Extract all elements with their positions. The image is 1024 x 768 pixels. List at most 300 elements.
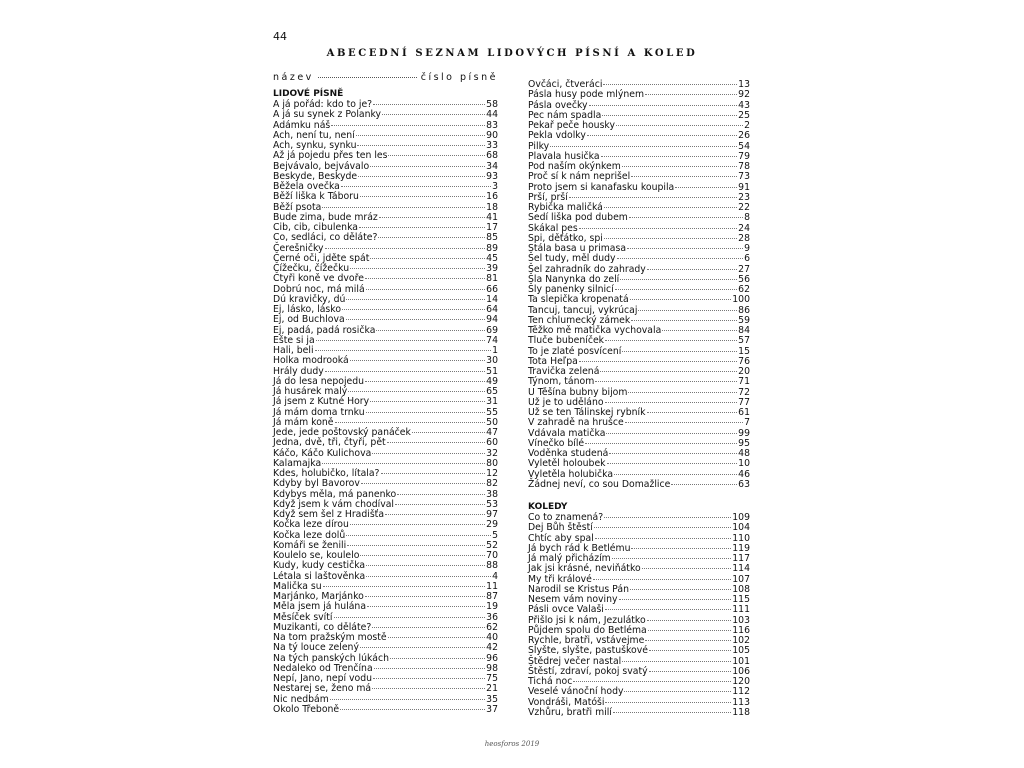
dot-leader bbox=[346, 299, 485, 300]
song-number: 71 bbox=[738, 376, 750, 388]
song-title: Vyletěla holubička bbox=[528, 468, 614, 480]
dot-leader bbox=[631, 320, 737, 321]
dot-leader bbox=[356, 135, 485, 136]
song-number: 17 bbox=[486, 222, 498, 234]
dot-leader bbox=[625, 422, 743, 423]
dot-leader bbox=[593, 579, 731, 580]
song-number: 110 bbox=[732, 532, 750, 544]
song-title: Čtyři koně ve dvoře bbox=[273, 273, 364, 285]
song-number: 52 bbox=[486, 539, 498, 551]
song-title: Půjdem spolu do Betléma bbox=[528, 624, 647, 636]
song-number: 60 bbox=[486, 437, 498, 449]
song-number: 23 bbox=[738, 191, 750, 203]
dot-leader bbox=[360, 555, 485, 556]
legend-leader bbox=[318, 77, 417, 78]
song-title: Běží psota bbox=[273, 201, 322, 213]
dot-leader bbox=[628, 392, 737, 393]
dot-leader bbox=[609, 453, 737, 454]
song-number: 45 bbox=[486, 252, 498, 264]
song-title: Ten chlumecký zámek bbox=[528, 314, 631, 326]
list-item bbox=[528, 336, 750, 346]
dot-leader bbox=[334, 617, 486, 618]
song-number: 75 bbox=[486, 673, 498, 685]
song-title: Muzikanti, co děláte? bbox=[273, 621, 372, 633]
song-number: 31 bbox=[486, 396, 498, 408]
song-number: 50 bbox=[486, 416, 498, 428]
song-title: Když jsem k vám chodíval bbox=[273, 498, 395, 510]
song-number: 44 bbox=[486, 109, 498, 121]
song-list-lidove bbox=[273, 100, 498, 715]
dot-leader bbox=[390, 658, 485, 659]
dot-leader bbox=[322, 463, 485, 464]
song-number: 12 bbox=[486, 468, 498, 480]
dot-leader bbox=[662, 330, 737, 331]
dot-leader bbox=[366, 289, 486, 290]
song-number: 102 bbox=[732, 635, 750, 647]
dot-leader bbox=[395, 504, 485, 505]
song-number: 25 bbox=[738, 109, 750, 121]
song-number: 27 bbox=[738, 263, 750, 275]
song-title: Tichá noc bbox=[528, 676, 573, 688]
dot-leader bbox=[315, 350, 492, 351]
song-number: 78 bbox=[738, 161, 750, 172]
dot-leader bbox=[595, 381, 737, 382]
dot-leader bbox=[331, 125, 485, 126]
dot-leader bbox=[350, 268, 485, 269]
song-title: Jedna, dvě, tři, čtyři, pět bbox=[273, 437, 386, 449]
dot-leader bbox=[615, 289, 737, 290]
list-item bbox=[528, 418, 750, 428]
song-title: To je zlaté posvícení bbox=[528, 345, 622, 357]
list-item bbox=[528, 172, 750, 182]
song-number: 113 bbox=[732, 696, 750, 708]
song-number: 2 bbox=[744, 120, 750, 131]
song-title: Hali, beli bbox=[273, 345, 314, 357]
song-list-koledy bbox=[528, 513, 750, 718]
song-title: Nesem vám noviny bbox=[528, 594, 618, 606]
dot-leader bbox=[594, 527, 731, 528]
dot-leader bbox=[604, 238, 737, 239]
song-number: 42 bbox=[486, 642, 498, 654]
song-title: Adámku náš bbox=[273, 119, 331, 131]
song-title: Měsíček svítí bbox=[273, 611, 333, 623]
dot-leader bbox=[316, 340, 485, 341]
dot-leader bbox=[348, 391, 485, 392]
dot-leader bbox=[350, 524, 485, 525]
song-title: Žádnej neví, co sou Domažlice bbox=[528, 478, 671, 490]
song-number: 120 bbox=[732, 676, 750, 688]
legend bbox=[273, 72, 498, 83]
dot-leader bbox=[373, 678, 485, 679]
dot-leader bbox=[649, 671, 732, 672]
song-title: Bude zima, bude mráz bbox=[273, 211, 378, 223]
dot-leader bbox=[376, 330, 485, 331]
song-title: Kdyby byl Bavorov bbox=[273, 478, 360, 490]
song-title: Štědrej večer nastal bbox=[528, 655, 622, 667]
dot-leader bbox=[631, 548, 731, 549]
dot-leader bbox=[622, 661, 731, 662]
song-title: Týnom, tánom bbox=[528, 376, 595, 388]
song-title: Vondráši, Matóši bbox=[528, 696, 605, 708]
song-title: Nic nedbám bbox=[273, 693, 329, 705]
song-title: Nestarej se, ženo má bbox=[273, 683, 372, 695]
song-list-lidove-continued bbox=[528, 80, 750, 490]
song-title: Voděnka studená bbox=[528, 448, 609, 459]
dot-leader bbox=[585, 443, 737, 444]
song-title: Rychle, bratři, vstávejme bbox=[528, 635, 645, 647]
dot-leader bbox=[579, 228, 737, 229]
song-title: Létala si laštověnka bbox=[273, 570, 366, 582]
song-title: A já su synek z Polanky bbox=[273, 109, 382, 121]
list-item bbox=[528, 90, 750, 100]
song-number: 57 bbox=[738, 335, 750, 347]
song-number: 80 bbox=[486, 457, 498, 469]
song-number: 34 bbox=[486, 160, 498, 172]
song-title: Ovčáci, čtveráci bbox=[528, 79, 603, 90]
dot-leader bbox=[603, 84, 737, 85]
dot-leader bbox=[587, 135, 737, 136]
song-number: 76 bbox=[738, 355, 750, 367]
song-number: 9 bbox=[744, 243, 750, 254]
song-title: Slyšte, slyšte, pastuškové bbox=[528, 645, 648, 657]
dot-leader bbox=[323, 586, 486, 587]
song-number: 6 bbox=[744, 253, 750, 265]
song-title: Travička zelená bbox=[528, 366, 600, 377]
dot-leader bbox=[648, 630, 731, 631]
song-title: Ešte si ja bbox=[273, 334, 315, 346]
song-title: Měla jsem já hulána bbox=[273, 601, 367, 613]
list-item bbox=[273, 705, 498, 715]
song-number: 21 bbox=[486, 683, 498, 695]
dot-leader bbox=[550, 146, 737, 147]
dot-leader bbox=[370, 401, 485, 402]
song-title: Jede, jede poštovský panáček bbox=[273, 427, 411, 439]
song-number: 101 bbox=[732, 655, 750, 667]
song-title: Holka modrooká bbox=[273, 355, 349, 367]
dot-leader bbox=[373, 104, 485, 105]
dot-leader bbox=[325, 248, 486, 249]
song-title: Vzhůru, bratři milí bbox=[528, 706, 612, 718]
song-title: Kalamajka bbox=[273, 457, 322, 469]
song-number: 91 bbox=[738, 181, 750, 193]
dot-leader bbox=[606, 433, 737, 434]
list-item bbox=[528, 459, 750, 469]
dot-leader bbox=[601, 156, 738, 157]
song-title: Pilky bbox=[528, 140, 550, 152]
song-number: 93 bbox=[486, 170, 498, 182]
song-title: Já bych rád k Betlému bbox=[528, 542, 631, 554]
song-title: Dú kravičky, dú bbox=[273, 293, 346, 305]
song-title: Kočka leze dírou bbox=[273, 519, 349, 531]
song-number: 66 bbox=[486, 283, 498, 295]
song-number: 104 bbox=[732, 522, 750, 534]
dot-leader bbox=[604, 517, 731, 518]
dot-leader bbox=[605, 402, 738, 403]
song-number: 118 bbox=[732, 706, 750, 718]
song-title: Spi, děťátko, spi bbox=[528, 232, 603, 244]
song-title: Šla Nanynka do zelí bbox=[528, 273, 620, 285]
dot-leader bbox=[589, 105, 738, 106]
song-title: Ta slepička kropenatá bbox=[528, 294, 629, 306]
song-number: 94 bbox=[486, 314, 498, 326]
song-title: Malička su bbox=[273, 580, 322, 592]
song-number: 74 bbox=[486, 334, 498, 346]
spacer bbox=[528, 490, 750, 501]
song-number: 36 bbox=[486, 611, 498, 623]
song-number: 28 bbox=[738, 232, 750, 244]
song-number: 114 bbox=[732, 563, 750, 575]
song-title: Chtíc aby spal bbox=[528, 532, 594, 544]
page-title: ABECEDNÍ SEZNAM LIDOVÝCH PÍSNÍ A KOLED bbox=[326, 48, 698, 59]
dot-leader bbox=[614, 474, 737, 475]
dot-leader bbox=[630, 589, 731, 590]
dot-leader bbox=[379, 217, 485, 218]
song-title: Ach, není tu, není bbox=[273, 129, 355, 141]
dot-leader bbox=[397, 494, 485, 495]
list-item bbox=[528, 480, 750, 490]
song-number: 62 bbox=[486, 621, 498, 633]
song-title: Štěstí, zdraví, pokoj svatý bbox=[528, 665, 648, 677]
dot-leader bbox=[569, 197, 737, 198]
left-column bbox=[273, 88, 498, 715]
dot-leader bbox=[602, 115, 737, 116]
song-title: Proto jsem si kanafasku koupila bbox=[528, 181, 675, 193]
song-number: 38 bbox=[486, 488, 498, 500]
song-number: 20 bbox=[738, 366, 750, 377]
dot-leader bbox=[365, 596, 485, 597]
song-title: Já mám doma trnku bbox=[273, 406, 365, 418]
dot-leader bbox=[347, 545, 485, 546]
song-number: 95 bbox=[738, 437, 750, 449]
song-title: Proč sí k nám neprišel bbox=[528, 171, 631, 183]
song-title: Já jsem z Kutné Hory bbox=[273, 396, 370, 408]
song-number: 62 bbox=[738, 284, 750, 295]
song-title: Tluče bubeníček bbox=[528, 335, 605, 347]
dot-leader bbox=[385, 514, 485, 515]
song-title: Na tých panských lúkách bbox=[273, 652, 389, 664]
song-title: Co to znamená? bbox=[528, 512, 604, 524]
dot-leader bbox=[340, 709, 485, 710]
dot-leader bbox=[642, 568, 732, 569]
song-title: Ej, padá, padá rosička bbox=[273, 324, 376, 336]
song-number: 55 bbox=[486, 406, 498, 418]
song-title: Šel zahradník do zahrady bbox=[528, 263, 646, 275]
song-number: 83 bbox=[486, 119, 498, 131]
song-number: 41 bbox=[486, 211, 498, 223]
song-number: 37 bbox=[486, 703, 498, 715]
song-number: 14 bbox=[486, 293, 498, 305]
song-title: Dobrú noc, má milá bbox=[273, 283, 365, 295]
song-title: Bejvávalo, bejvávalo bbox=[273, 160, 370, 172]
dot-leader bbox=[330, 699, 485, 700]
dot-leader bbox=[372, 627, 485, 628]
song-number: 43 bbox=[738, 99, 750, 111]
song-title: Koulelo se, koulelo bbox=[273, 550, 360, 562]
song-number: 85 bbox=[486, 232, 498, 244]
song-title: Hrály dudy bbox=[273, 365, 324, 377]
song-title: Vyletěl holoubek bbox=[528, 458, 606, 470]
song-title: Ej, lásko, lásko bbox=[273, 304, 342, 316]
song-title: Sedí liška pod dubem bbox=[528, 212, 628, 224]
song-number: 79 bbox=[738, 150, 750, 162]
dot-leader bbox=[647, 620, 732, 621]
dot-leader bbox=[378, 237, 485, 238]
dot-leader bbox=[647, 412, 738, 413]
legend-number-label: číslo písně bbox=[420, 72, 498, 83]
dot-leader bbox=[360, 196, 485, 197]
song-number: 48 bbox=[738, 448, 750, 459]
dot-leader bbox=[325, 371, 485, 372]
song-number: 1 bbox=[492, 345, 498, 357]
song-title: Stála basa u primasa bbox=[528, 243, 627, 254]
song-title: Cib, cib, cibulenka bbox=[273, 222, 358, 234]
song-number: 86 bbox=[738, 304, 750, 316]
song-title: Pec nám spadla bbox=[528, 109, 602, 121]
song-number: 56 bbox=[738, 273, 750, 285]
song-number: 70 bbox=[486, 550, 498, 562]
song-number: 47 bbox=[486, 427, 498, 439]
song-title: V zahradě na hrušce bbox=[528, 417, 624, 429]
song-title: A já pořád: kdo to je? bbox=[273, 99, 373, 111]
song-title: Pekař peče housky bbox=[528, 120, 615, 131]
song-number: 82 bbox=[486, 478, 498, 490]
song-number: 8 bbox=[744, 212, 750, 224]
song-number: 5 bbox=[492, 529, 498, 541]
song-title: Beskyde, Beskyde bbox=[273, 170, 358, 182]
page-number: 44 bbox=[273, 30, 287, 43]
song-number: 15 bbox=[738, 345, 750, 357]
song-number: 68 bbox=[486, 150, 498, 162]
song-title: Plavala husička bbox=[528, 150, 600, 162]
song-number: 32 bbox=[486, 447, 498, 459]
song-number: 98 bbox=[486, 662, 498, 674]
list-item bbox=[528, 295, 750, 305]
song-title: Běží liška k Táboru bbox=[273, 191, 359, 203]
dot-leader bbox=[370, 258, 485, 259]
song-title: Tancuj, tancuj, vykrúcaj bbox=[528, 304, 638, 316]
song-number: 59 bbox=[738, 314, 750, 326]
dot-leader bbox=[573, 681, 731, 682]
song-number: 96 bbox=[486, 652, 498, 664]
dot-leader bbox=[619, 599, 732, 600]
song-title: Na tom pražským mostě bbox=[273, 632, 387, 644]
dot-leader bbox=[365, 278, 485, 279]
dot-leader bbox=[335, 422, 486, 423]
song-number: 4 bbox=[492, 570, 498, 582]
song-number: 119 bbox=[732, 542, 750, 554]
dot-leader bbox=[357, 145, 485, 146]
song-number: 112 bbox=[732, 686, 750, 698]
song-number: 30 bbox=[486, 355, 498, 367]
right-column bbox=[528, 80, 750, 718]
dot-leader bbox=[620, 279, 737, 280]
song-number: 97 bbox=[486, 509, 498, 521]
song-number: 72 bbox=[738, 386, 750, 398]
song-title: Pásla ovečky bbox=[528, 99, 588, 111]
song-title: Kdybys měla, má panenko bbox=[273, 488, 397, 500]
song-title: Kdes, holubičko, lítala? bbox=[273, 468, 380, 480]
song-title: Když sem šel z Hradišťa bbox=[273, 509, 385, 521]
song-title: My tři králové bbox=[528, 573, 592, 585]
dot-leader bbox=[629, 217, 743, 218]
song-number: 100 bbox=[732, 294, 750, 306]
dot-leader bbox=[322, 207, 485, 208]
dot-leader bbox=[361, 483, 485, 484]
song-title: Káčo, Káčo Kulichova bbox=[273, 447, 372, 459]
song-number: 54 bbox=[738, 140, 750, 152]
song-title: Až já pojedu přes ten les bbox=[273, 150, 388, 162]
song-number: 77 bbox=[738, 396, 750, 408]
song-number: 69 bbox=[486, 324, 498, 336]
song-title: Co, sedláci, co děláte? bbox=[273, 232, 378, 244]
dot-leader bbox=[358, 176, 485, 177]
dot-leader bbox=[622, 351, 737, 352]
dot-leader bbox=[605, 702, 731, 703]
song-title: Dej Bůh štěstí bbox=[528, 522, 593, 534]
dot-leader bbox=[372, 688, 485, 689]
song-title: Těžko mě matička vychovala bbox=[528, 325, 662, 336]
song-number: 111 bbox=[732, 604, 750, 616]
song-number: 64 bbox=[486, 304, 498, 316]
song-number: 58 bbox=[486, 99, 498, 111]
song-number: 13 bbox=[738, 79, 750, 90]
song-number: 73 bbox=[738, 171, 750, 183]
dot-leader bbox=[675, 187, 737, 188]
dot-leader bbox=[649, 650, 731, 651]
song-title: Skákal pes bbox=[528, 222, 578, 234]
song-title: Pásli ovce Valaši bbox=[528, 604, 604, 616]
dot-leader bbox=[350, 360, 485, 361]
song-number: 115 bbox=[732, 594, 750, 606]
dot-leader bbox=[412, 432, 485, 433]
song-title: Ach, synku, synku bbox=[273, 140, 357, 152]
dot-leader bbox=[366, 412, 486, 413]
song-title: Černé oči, jděte spát bbox=[273, 252, 370, 264]
song-number: 11 bbox=[486, 580, 498, 592]
song-number: 10 bbox=[738, 458, 750, 470]
list-item bbox=[528, 213, 750, 223]
song-number: 53 bbox=[486, 498, 498, 510]
song-title: Prší, prší bbox=[528, 191, 568, 203]
song-number: 26 bbox=[738, 130, 750, 142]
song-number: 116 bbox=[732, 624, 750, 636]
dot-leader bbox=[605, 340, 737, 341]
song-number: 33 bbox=[486, 140, 498, 152]
dot-leader bbox=[367, 606, 485, 607]
song-number: 81 bbox=[486, 273, 498, 285]
dot-leader bbox=[346, 535, 491, 536]
dot-leader bbox=[645, 94, 737, 95]
song-number: 106 bbox=[732, 665, 750, 677]
dot-leader bbox=[341, 186, 491, 187]
song-number: 18 bbox=[486, 201, 498, 213]
song-number: 65 bbox=[486, 386, 498, 398]
song-title: Okolo Třeboně bbox=[273, 703, 340, 715]
song-number: 87 bbox=[486, 591, 498, 603]
song-number: 84 bbox=[738, 325, 750, 336]
song-number: 89 bbox=[486, 242, 498, 254]
dot-leader bbox=[605, 609, 731, 610]
dot-leader bbox=[600, 371, 737, 372]
dot-leader bbox=[627, 248, 743, 249]
song-title: Já mám koně bbox=[273, 416, 334, 428]
song-title: Pod naším okýnkem bbox=[528, 161, 621, 172]
dot-leader bbox=[607, 463, 738, 464]
song-title: Tota Heľpa bbox=[528, 355, 578, 367]
song-number: 7 bbox=[744, 417, 750, 429]
song-title: U Těšína bubny bijom bbox=[528, 386, 628, 398]
dot-leader bbox=[579, 361, 737, 362]
